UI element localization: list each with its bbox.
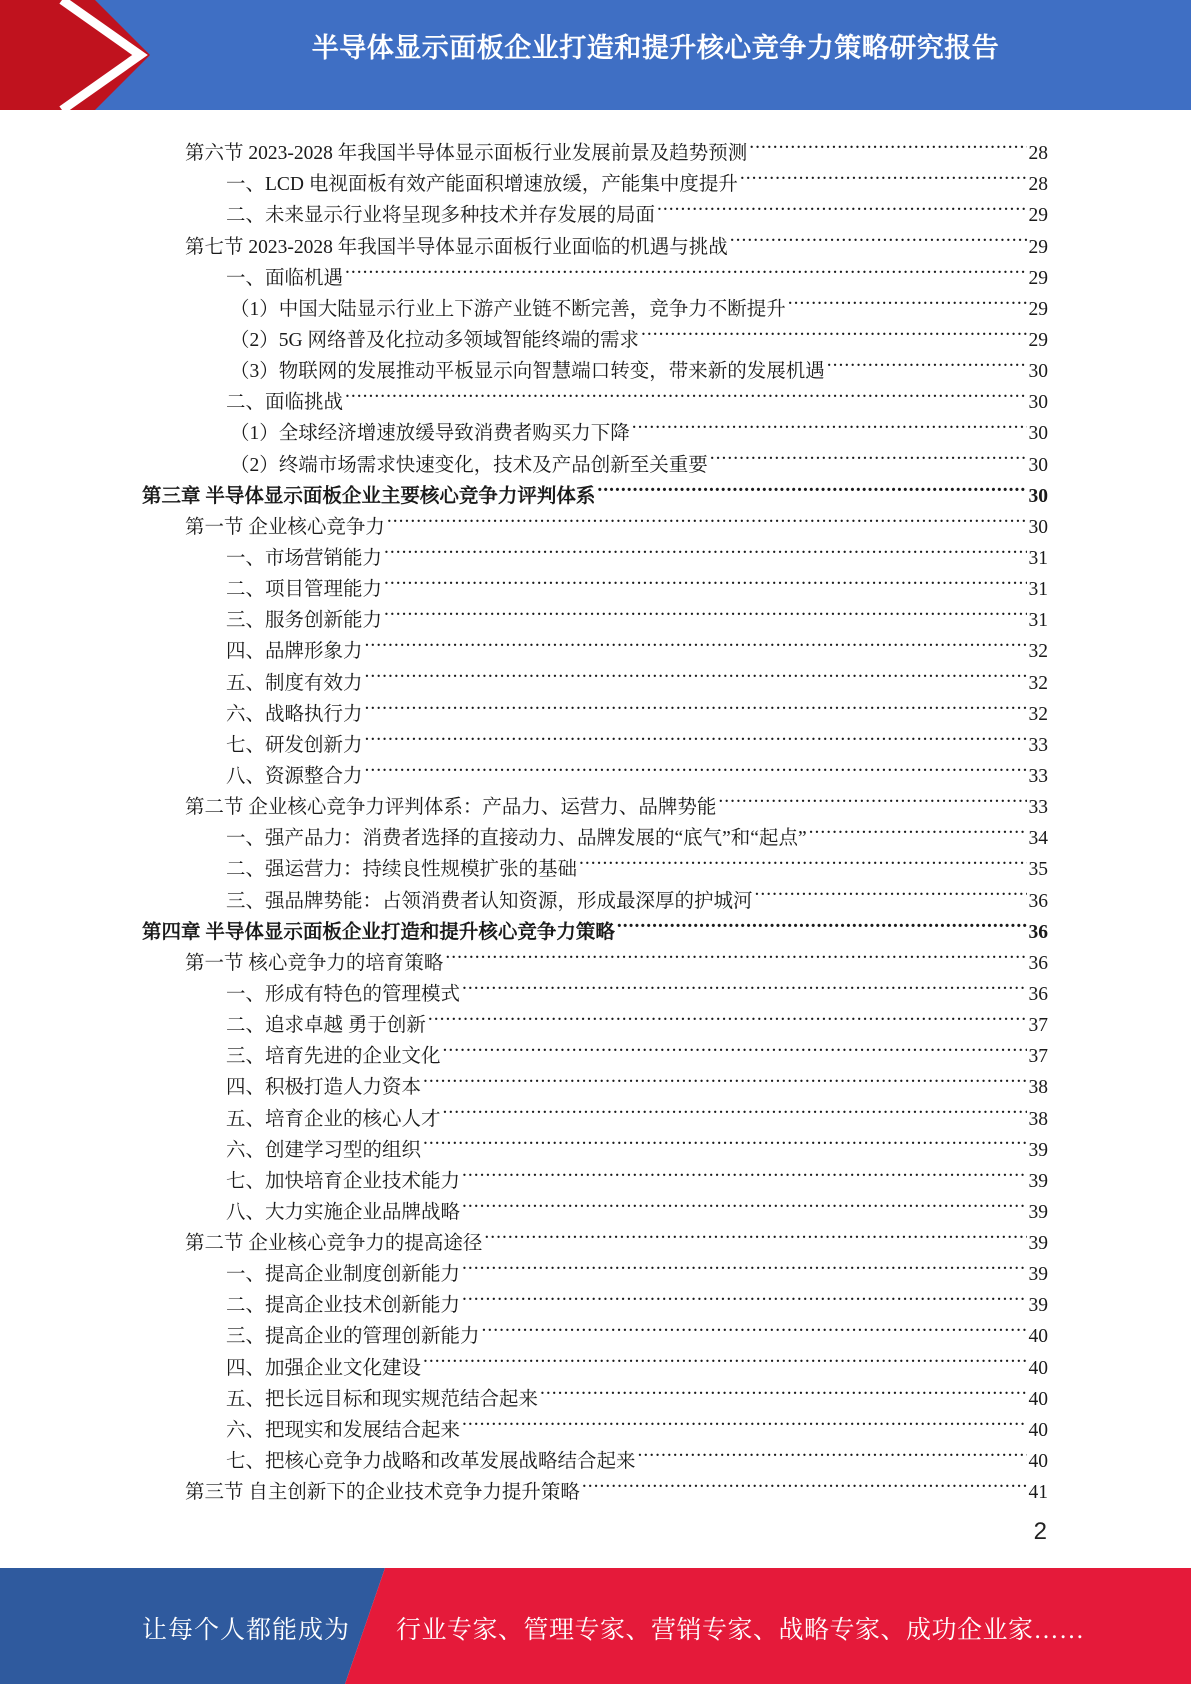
toc-entry-title: 一、形成有特色的管理模式	[226, 983, 461, 1005]
toc-entry-title: 三、服务创新能力	[226, 610, 383, 632]
toc-entry[interactable]	[142, 1311, 1048, 1348]
toc-dot-leader	[384, 564, 1026, 595]
toc-dot-leader	[365, 689, 1027, 720]
toc-entry-page: 34	[1028, 828, 1048, 850]
toc-entry[interactable]	[142, 907, 1048, 943]
toc-dot-leader	[657, 190, 1026, 221]
toc-dot-leader	[617, 907, 1027, 938]
toc-dot-leader	[788, 284, 1027, 315]
toc-entry-title: 第一节 企业核心竞争力	[185, 516, 385, 538]
toc-entry-page: 39	[1028, 1295, 1048, 1317]
toc-entry-page: 33	[1028, 765, 1048, 787]
toc-entry-title: 八、资源整合力	[226, 765, 363, 787]
toc-entry-page: 31	[1028, 547, 1048, 569]
toc-entry[interactable]	[142, 844, 1048, 881]
page-footer	[0, 1568, 1191, 1684]
toc-dot-leader	[638, 1436, 1027, 1467]
toc-entry-page: 29	[1028, 205, 1048, 227]
toc-entry-title: 二、面临挑战	[226, 392, 344, 414]
toc-entry-title: （2）5G 网络普及化拉动多领域智能终端的需求	[230, 329, 639, 351]
toc-entry-page: 30	[1028, 516, 1048, 538]
toc-entry-title: 四、品牌形象力	[226, 641, 363, 663]
toc-entry-page: 30	[1028, 485, 1048, 507]
toc-entry[interactable]	[142, 1280, 1048, 1317]
toc-entry-page: 38	[1028, 1077, 1048, 1099]
toc-entry-page: 39	[1028, 1264, 1048, 1286]
toc-entry-page: 30	[1028, 454, 1048, 476]
toc-dot-leader	[740, 159, 1027, 190]
toc-entry-title: 六、战略执行力	[226, 703, 363, 725]
toc-entry-title: （1）中国大陆显示行业上下游产业链不断完善，竞争力不断提升	[230, 298, 786, 320]
toc-entry[interactable]	[142, 657, 1048, 694]
toc-entry-page: 31	[1028, 610, 1048, 632]
toc-entry-title: 第六节 2023-2028 年我国半导体显示面板行业发展前景及趋势预测	[185, 143, 748, 165]
toc-entry[interactable]	[142, 1000, 1048, 1037]
toc-entry-title: 第三章 半导体显示面板企业主要核心竞争力评判体系	[142, 485, 596, 507]
toc-entry-title: 第四章 半导体显示面板企业打造和提升核心竞争力策略	[142, 921, 615, 943]
toc-dot-leader	[809, 813, 1027, 844]
toc-entry-page: 28	[1028, 174, 1048, 196]
toc-entry-title: 七、加快培育企业技术能力	[226, 1170, 461, 1192]
toc-entry-page: 39	[1028, 1233, 1048, 1255]
toc-entry-title: 一、强产品力：消费者选择的直接动力、品牌发展的“底气”和“起点”	[226, 828, 807, 850]
toc-dot-leader	[579, 844, 1026, 875]
toc-entry[interactable]	[142, 1062, 1048, 1099]
toc-entry-title: 六、把现实和发展结合起来	[226, 1419, 461, 1441]
toc-entry-page: 29	[1028, 236, 1048, 258]
toc-entry[interactable]	[142, 751, 1048, 787]
toc-entry[interactable]	[142, 782, 1048, 819]
toc-entry-title: （3）物联网的发展推动平板显示向智慧端口转变，带来新的发展机遇	[230, 361, 825, 383]
toc-entry[interactable]	[142, 720, 1048, 756]
toc-entry[interactable]	[142, 595, 1048, 632]
toc-entry[interactable]	[142, 533, 1048, 569]
toc-entry-page: 36	[1028, 952, 1048, 974]
page-number: 2	[1033, 1518, 1047, 1545]
toc-entry[interactable]	[142, 1093, 1048, 1130]
toc-entry[interactable]	[142, 564, 1048, 601]
toc-dot-leader	[445, 938, 1026, 969]
footer-slogan-right: 行业专家、管理专家、营销专家、战略专家、成功企业家……	[396, 1617, 1085, 1644]
toc-dot-leader	[755, 875, 1027, 906]
toc-entry-title: 一、提高企业制度创新能力	[226, 1264, 461, 1286]
toc-entry[interactable]	[142, 1125, 1048, 1161]
toc-entry-title: 第七节 2023-2028 年我国半导体显示面板行业面临的机遇与挑战	[185, 236, 728, 258]
toc-entry-title: 二、提高企业技术创新能力	[226, 1295, 461, 1317]
toc-dot-leader	[462, 969, 1026, 1000]
toc-entry-page: 29	[1028, 329, 1048, 351]
toc-entry[interactable]	[142, 1031, 1048, 1068]
toc-entry[interactable]	[142, 689, 1048, 725]
toc-entry-page: 39	[1028, 1170, 1048, 1192]
toc-entry[interactable]	[142, 626, 1048, 663]
toc-dot-leader	[730, 221, 1027, 252]
toc-entry-page: 33	[1028, 734, 1048, 756]
footer-slogan-left: 让每个人都能成为	[142, 1617, 351, 1644]
toc-entry-page: 35	[1028, 859, 1048, 881]
toc-entry-page: 40	[1028, 1388, 1048, 1410]
toc-dot-leader	[428, 1000, 1027, 1031]
toc-entry-title: 一、市场营销能力	[226, 547, 383, 569]
toc-entry[interactable]	[142, 128, 1048, 165]
toc-dot-leader	[641, 315, 1027, 346]
toc-entry-page: 32	[1028, 703, 1048, 725]
toc-entry-page: 30	[1028, 423, 1048, 445]
toc-entry[interactable]	[142, 1436, 1048, 1473]
toc-entry[interactable]	[142, 1467, 1048, 1504]
toc-entry[interactable]	[142, 969, 1048, 1005]
toc-entry-title: 五、制度有效力	[226, 672, 363, 694]
toc-entry-title: 第二节 企业核心竞争力的提高途径	[185, 1233, 483, 1255]
toc-entry[interactable]	[142, 1156, 1048, 1192]
toc-entry[interactable]	[142, 253, 1048, 289]
toc-entry-page: 30	[1028, 392, 1048, 414]
toc-entry[interactable]	[142, 284, 1048, 320]
page-header	[0, 0, 1191, 110]
toc-entry-title: 一、LCD 电视面板有效产能面积增速放缓，产能集中度提升	[226, 174, 738, 196]
toc-entry-page: 36	[1028, 921, 1048, 943]
toc-entry-title: 第二节 企业核心竞争力评判体系：产品力、运营力、品牌势能	[185, 797, 717, 819]
toc-entry-page: 36	[1028, 890, 1048, 912]
toc-entry-page: 29	[1028, 298, 1048, 320]
toc-entry-page: 38	[1028, 1108, 1048, 1130]
toc-entry[interactable]	[142, 1218, 1048, 1255]
toc-dot-leader	[718, 782, 1026, 813]
toc-dot-leader	[827, 346, 1027, 377]
toc-entry-page: 40	[1028, 1419, 1048, 1441]
toc-entry[interactable]	[142, 221, 1048, 258]
toc-entry-page: 36	[1028, 983, 1048, 1005]
toc-entry-page: 33	[1028, 797, 1048, 819]
toc-dot-leader	[423, 1342, 1026, 1373]
toc-entry-page: 30	[1028, 361, 1048, 383]
toc-dot-leader	[462, 1249, 1026, 1280]
toc-entry-title: （1）全球经济增速放缓导致消费者购买力下降	[230, 423, 630, 445]
toc-dot-leader	[462, 1156, 1026, 1187]
toc-entry-title: 一、面临机遇	[226, 267, 344, 289]
toc-entry-title: 六、创建学习型的组织	[226, 1139, 422, 1161]
toc-dot-leader	[482, 1311, 1027, 1342]
toc-entry-page: 40	[1028, 1451, 1048, 1473]
toc-entry-page: 37	[1028, 1015, 1048, 1037]
toc-entry-page: 41	[1028, 1482, 1048, 1504]
toc-entry-title: 二、追求卓越 勇于创新	[226, 1015, 426, 1037]
toc-entry[interactable]	[142, 439, 1048, 476]
toc-entry[interactable]	[142, 502, 1048, 538]
toc-entry[interactable]	[142, 159, 1048, 196]
toc-dot-leader	[540, 1374, 1026, 1405]
toc-entry-title: （2）终端市场需求快速变化，技术及产品创新至关重要	[230, 454, 708, 476]
toc-entry-page: 40	[1028, 1357, 1048, 1379]
toc-dot-leader	[345, 377, 1026, 408]
toc-dot-leader	[365, 720, 1027, 751]
toc-entry-title: 第一节 核心竞争力的培育策略	[185, 952, 444, 974]
toc-dot-leader	[423, 1125, 1026, 1156]
toc-dot-leader	[365, 657, 1027, 688]
toc-entry[interactable]	[142, 938, 1048, 974]
toc-dot-leader	[365, 626, 1027, 657]
toc-dot-leader	[443, 1093, 1027, 1124]
toc-entry[interactable]	[142, 190, 1048, 227]
toc-entry[interactable]	[142, 1405, 1048, 1441]
toc-entry[interactable]	[142, 346, 1048, 383]
toc-entry-title: 三、强品牌势能：占领消费者认知资源，形成最深厚的护城河	[226, 890, 753, 912]
toc-dot-leader	[632, 408, 1027, 439]
toc-dot-leader	[443, 1031, 1027, 1062]
toc-dot-leader	[597, 471, 1026, 502]
toc-entry-title: 二、未来显示行业将呈现多种技术并存发展的局面	[226, 205, 656, 227]
toc-entry[interactable]	[142, 1187, 1048, 1223]
toc-entry[interactable]	[142, 408, 1048, 445]
toc-entry-page: 37	[1028, 1046, 1048, 1068]
toc-entry-page: 39	[1028, 1201, 1048, 1223]
toc-entry[interactable]	[142, 813, 1048, 850]
toc-dot-leader	[462, 1280, 1026, 1311]
toc-entry-page: 39	[1028, 1139, 1048, 1161]
toc-entry-page: 32	[1028, 672, 1048, 694]
toc-entry-title: 二、项目管理能力	[226, 579, 383, 601]
toc-dot-leader	[345, 253, 1026, 284]
toc-entry-title: 三、培育先进的企业文化	[226, 1046, 441, 1068]
toc-entry-page: 32	[1028, 641, 1048, 663]
toc-entry[interactable]	[142, 1342, 1048, 1379]
toc-dot-leader	[582, 1467, 1027, 1498]
toc-dot-leader	[749, 128, 1026, 159]
toc-entry[interactable]	[142, 1249, 1048, 1286]
toc-entry-title: 七、把核心竞争力战略和改革发展战略结合起来	[226, 1451, 636, 1473]
toc-entry[interactable]	[142, 1374, 1048, 1410]
toc-dot-leader	[710, 439, 1027, 470]
toc-dot-leader	[365, 751, 1027, 782]
toc-entry-page: 28	[1028, 143, 1048, 165]
toc-entry-page: 40	[1028, 1326, 1048, 1348]
toc-dot-leader	[387, 502, 1027, 533]
table-of-contents	[142, 128, 1048, 1504]
toc-entry-title: 四、加强企业文化建设	[226, 1357, 422, 1379]
chevron-logo-icon	[0, 0, 160, 110]
toc-entry-title: 三、提高企业的管理创新能力	[226, 1326, 480, 1348]
toc-dot-leader	[484, 1218, 1026, 1249]
toc-entry-title: 第三节 自主创新下的企业技术竞争力提升策略	[185, 1482, 580, 1504]
toc-entry[interactable]	[142, 875, 1048, 912]
toc-entry-title: 八、大力实施企业品牌战略	[226, 1201, 461, 1223]
toc-entry[interactable]	[142, 315, 1048, 351]
toc-dot-leader	[462, 1405, 1026, 1436]
report-title: 半导体显示面板企业打造和提升核心竞争力策略研究报告	[311, 33, 1000, 64]
toc-entry[interactable]	[142, 377, 1048, 414]
toc-dot-leader	[384, 595, 1026, 626]
toc-dot-leader	[462, 1187, 1026, 1218]
toc-dot-leader	[423, 1062, 1026, 1093]
toc-entry-page: 31	[1028, 579, 1048, 601]
toc-entry-title: 五、培育企业的核心人才	[226, 1108, 441, 1130]
toc-entry-title: 五、把长远目标和现实规范结合起来	[226, 1388, 539, 1410]
toc-entry[interactable]	[142, 471, 1048, 507]
toc-dot-leader	[384, 533, 1026, 564]
toc-entry-title: 七、研发创新力	[226, 734, 363, 756]
toc-entry-title: 四、积极打造人力资本	[226, 1077, 422, 1099]
toc-entry-page: 29	[1028, 267, 1048, 289]
toc-entry-title: 二、强运营力：持续良性规模扩张的基础	[226, 859, 578, 881]
